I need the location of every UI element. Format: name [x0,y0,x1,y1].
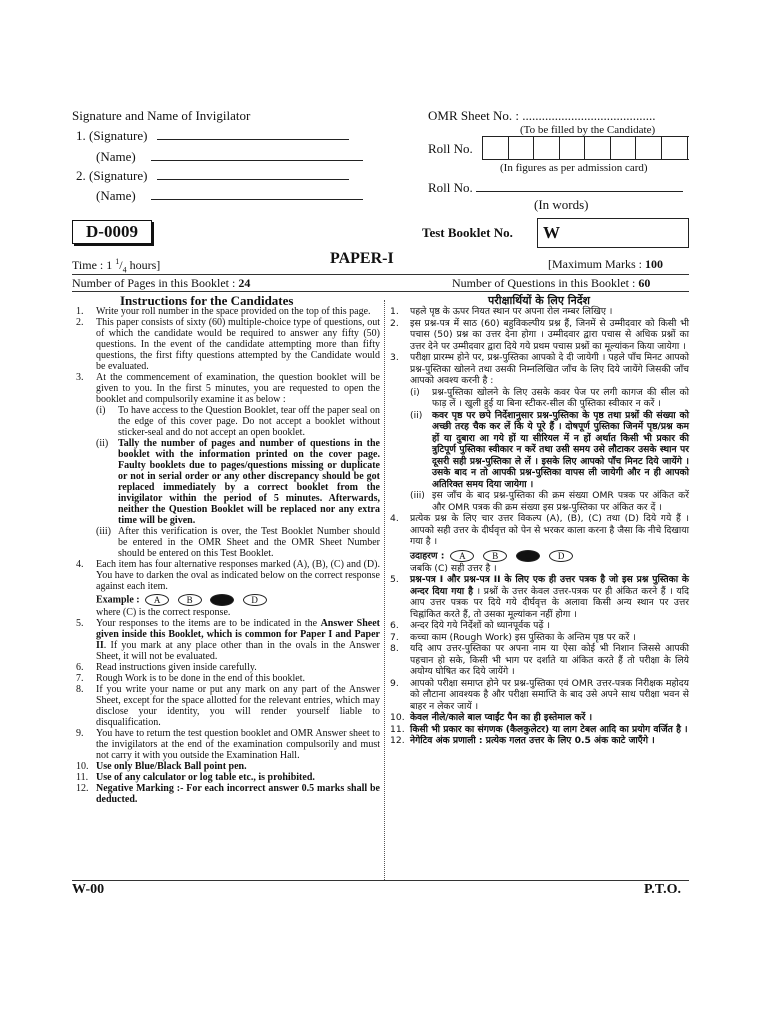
instruction-4-text: Each item has four alternative responses marked (A), (B), (C) and (D). You have to darken the oval as indicated below on the correct response against each item. [96,559,380,592]
hindi-instruction-10-text: केवल नीले/काले बाल प्वाईंट पैन का ही इस्तेमाल करें । [410,712,593,723]
test-booklet-label: Test Booklet No. [422,225,513,240]
roll-digit-box[interactable] [662,137,688,159]
time-fraction-den: 4 [122,265,127,275]
signature-2-line [157,169,349,180]
pages-count [72,276,250,291]
roll-digit-box[interactable] [636,137,662,159]
hindi-oval-a: A [450,550,474,562]
invigilator-name-1 [96,149,386,165]
instruction-7-text: Rough Work is to be done in the end of this booklet. [96,673,305,684]
omr-sheet-number: OMR Sheet No. : ......................................... [428,108,656,123]
questions-label: Number of Questions in this Booklet : [452,276,639,290]
hindi-instruction-5: 5. प्रश्न-पत्र I और प्रश्न-पत्र II के लिए एक ही उत्तर पत्रक है जो इस प्रश्न पुस्तिका के अन्दर दिया गया है । प्रश्नों के उत्तर केवल उत्तर-पत्रक पर ही अंकित करने हैं । यदि आप उत्तर पत्रक पर दिये गये दीर्घवृत्त के अलावा किसी अन्य स्थान पर उत्तर चिह्नांकित करते हैं, तो उसका मूल्यांकन नहीं होगा । [390,574,689,620]
footer-code: W-00 [72,882,105,897]
english-instructions [72,306,380,805]
instruction-3-text: At the commencement of examination, the question booklet will be given to you. In the first 5 minutes, you are requested to open the booklet and compulsorily examine it as below : [96,372,380,405]
example-row [96,594,380,606]
signature-2-label: 2. (Signature) [76,168,148,183]
questions-count [452,276,650,291]
oval-a: A [145,594,169,606]
hindi-example-note: जबकि (C) सही उत्तर है । [410,562,497,574]
hindi-instruction-11-text: किसी भी प्रकार का संगणक (कैलकुलेटर) या लाग टेबल आदि का प्रयोग वर्जित है । [410,723,688,735]
hindi-instruction-12-text: नेगेटिव अंक प्रणाली : प्रत्येक गलत उत्तर के लिए 0.5 अंक काटे जाएँगे । [410,735,655,746]
instruction-10-text: Use only Blue/Black Ball point pen. [96,761,247,772]
instruction-3-iii-text: After this verification is over, the Test Booklet Number should be entered in the OMR Sheet and the OMR Sheet Number should be entered on this Test Booklet. [118,526,380,559]
test-booklet-box[interactable] [537,218,689,248]
instruction-3-ii-text: Tally the number of pages and number of questions in the booklet with the information printed on the cover page. Faulty booklets due to pages/questions missing or duplicate or not in serial order or any other discrepancy should be got replaced immediately by a correct booklet from the invigilator within the period of 5 minutes. Afterwards, neither the Question Booklet will be replaced nor any extra time will be given. [118,438,380,526]
hindi-instruction-7-text: कच्चा काम (Rough Work) इस पुस्तिका के अन्तिम पृष्ठ पर करें । [410,631,636,643]
signature-1-label: 1. (Signature) [76,128,148,143]
hindi-instruction-3-iii-text: इस जाँच के बाद प्रश्न-पुस्तिका की क्रम संख्या OMR पत्रक पर अंकित करें और OMR पत्रक की क्रम संख्या इस प्रश्न-पुस्तिका पर अंकित कर दें । [432,490,689,513]
example-note: where (C) is the correct response. [96,607,231,618]
oval-d: D [243,594,267,606]
top-rule [72,274,689,275]
roll-no-words-line[interactable] [476,181,683,192]
footer-pto: P.T.O. [644,882,681,897]
instruction-3-i-text: To have access to the Question Booklet, tear off the paper seal on the edge of this cover page. Do not accept a booklet without sticker-seal and do not accept an open booklet. [118,405,380,438]
questions-value: 60 [638,276,651,290]
instruction-1: 1. Write your roll number in the space provided on the top of this page. [76,306,371,317]
omr-note: (To be filled by the Candidate) [520,124,656,136]
in-words-note: (In words) [534,197,589,212]
hindi-instruction-3-iii: (iii) इस जाँच के बाद प्रश्न-पुस्तिका की क्रम संख्या OMR पत्रक पर अंकित करें और OMR पत्रक की क्रम संख्या इस प्रश्न-पुस्तिका पर अंकित कर दें । [410,490,689,513]
hindi-instruction-12: 12. नेगेटिव अंक प्रणाली : प्रत्येक गलत उत्तर के लिए 0.5 अंक काटे जाएँगे । [390,735,655,746]
hindi-instruction-11: 11. किसी भी प्रकार का संगणक (कैलकुलेटर) या लाग टेबल आदि का प्रयोग वर्जित है । [390,723,688,735]
signature-1-line [157,129,349,140]
name-1-label: (Name) [96,149,136,164]
footer-rule [72,880,689,881]
roll-digit-box[interactable] [534,137,560,159]
instruction-5: 5. Your responses to the items are to be indicated in the Answer Sheet given inside this Booklet, which is common for Paper I and Paper II. If you mark at any place other than in the ovals in the Answer Sheet, it will not be evaluated. [76,618,380,662]
roll-digit-box[interactable] [585,137,611,159]
instruction-11: 11. Use of any calculator or log table etc., is prohibited. [76,772,315,783]
hindi-instruction-10: 10. केवल नीले/काले बाल प्वाईंट पैन का ही इस्तेमाल करें । [390,712,593,723]
instruction-11-text: Use of any calculator or log table etc., is prohibited. [96,772,315,783]
hindi-instruction-3-ii: (ii) कवर पृष्ठ पर छपे निर्देशानुसार प्रश्न-पुस्तिका के पृष्ठ तथा प्रश्नों की संख्या को अच्छी तरह चैक कर लें कि ये पूरे हैं । दोषपूर्ण पुस्तिका जिनमें पृष्ठ/प्रश्न कम हों या दुबारा आ गये हों या सीरियल में न हों अर्थात किसी भी प्रकार की त्रुटिपूर्ण पुस्तिका स्वीकार न करें तथा उसी समय उसे लौटाकर उसके स्थान पर दूसरी सही प्रश्न-पुस्तिका ले लें । इसके लिए आपको पाँच मिनट दिये जायेंगे । उसके बाद न तो आपकी प्रश्न-पुस्तिका वापस ली जायेगी और न ही आपको अतिरिक्त समय दिया जायेगा । [410,409,689,490]
roll-no-words[interactable] [428,180,690,196]
instruction-3-i: (i) To have access to the Question Booklet, tear off the paper seal on the edge of this cover page. Do not accept a booklet without sticker-seal and do not accept an open booklet. [96,405,380,438]
hindi-instruction-4: 4. प्रत्येक प्रश्न के लिए चार उत्तर विकल्प (A), (B), (C) तथा (D) दिये गये हैं । आपको सही उत्तर के दीर्घवृत्त को पेन से भरकर काला करना है जैसा कि नीचे दिखाया गया है । उदाहरण : A B C D जबकि (C) सही उत्तर है । [390,513,689,574]
hindi-instruction-3-text: परीक्षा प्रारम्भ होने पर, प्रश्न-पुस्तिका आपको दे दी जायेगी । पहले पाँच मिनट आपको प्रश्न-पुस्तिका खोलने तथा उसकी निम्नलिखित जाँच के लिए दिये जायेंगे जिसकी जाँच आपको अवश्य करनी है : [410,352,689,386]
instruction-8: 8. If you write your name or put any mark on any part of the Answer Sheet, except for the space allotted for the relevant entries, which may disclose your identity, you will render yourself liable to disqualification. [76,684,380,728]
hindi-instruction-3: 3. परीक्षा प्रारम्भ होने पर, प्रश्न-पुस्तिका आपको दे दी जायेगी । पहले पाँच मिनट आपको प्रश्न-पुस्तिका खोलने तथा उसकी निम्नलिखित जाँच के लिए दिये जायेंगे जिसकी जाँच आपको अवश्य करनी है : (i) प्रश्न-पुस्तिका खोलने के लिए उसके कवर पेज पर लगी कागज की सील को फाड़ लें । खुली हुई या बिना स्टीकर-सील की पुस्तिका स्वीकार न करें । (ii) कवर पृष्ठ पर छपे निर्देशानुसार प्रश्न-पुस्तिका के पृष्ठ तथा प्रश्नों की संख्या को अच्छी तरह चैक कर लें कि ये पूरे हैं । दोषपूर्ण पुस्तिका जिनमें पृष्ठ/प्रश्न कम हों या दुबारा आ गये हों या सीरियल में न हों अर्थात किसी भी प्रकार की त्रुटिपूर्ण पुस्तिका स्वीकार न करें तथा उसी समय उसे लौटाकर उसके स्थान पर दूसरी सही प्रश्न-पुस्तिका ले लें । इसके लिए आपको पाँच मिनट दिये जायेंगे । उसके बाद न तो आपकी प्रश्न-पुस्तिका वापस ली जायेगी और न ही आपको अतिरिक्त समय दिया जायेगा । (iii) इस जाँच के बाद प्रश्न-पुस्तिका की क्रम संख्या OMR पत्रक पर अंकित करें और OMR पत्रक की क्रम संख्या इस प्रश्न-पुस्तिका पर अंकित कर दें । [390,352,689,513]
instruction-12: 12. Negative Marking :- For each incorrect answer 0.5 marks shall be deducted. [76,783,380,805]
instruction-9-text: You have to return the test question booklet and OMR Answer sheet to the invigilators at the end of the examination compulsorily and must not carry it with you outside the Examination Hall. [96,728,380,761]
hindi-instruction-4-text: प्रत्येक प्रश्न के लिए चार उत्तर विकल्प (A), (B), (C) तथा (D) दिये गये हैं । आपको सही उत्तर के दीर्घवृत्त को पेन से भरकर काला करना है जैसा कि नीचे दिखाया गया है । [410,513,689,547]
hindi-instruction-3-ii-text: कवर पृष्ठ पर छपे निर्देशानुसार प्रश्न-पुस्तिका के पृष्ठ तथा प्रश्नों की संख्या को अच्छी तरह चैक कर लें कि ये पूरे हैं । दोषपूर्ण पुस्तिका जिनमें पृष्ठ/प्रश्न कम हों या दुबारा आ गये हों या सीरियल में न हों अर्थात किसी भी प्रकार की त्रुटिपूर्ण पुस्तिका स्वीकार न करें तथा उसी समय उसे लौटाकर उसके स्थान पर दूसरी सही प्रश्न-पुस्तिका ले लें । इसके लिए आपको पाँच मिनट दिये जायेंगे । उसके बाद न तो आपकी प्रश्न-पुस्तिका वापस ली जायेगी और न ही आपको अतिरिक्त समय दिया जायेगा । [432,409,689,490]
paper-title: PAPER-I [330,250,394,267]
hindi-instruction-8-text: यदि आप उत्तर-पुस्तिका पर अपना नाम या ऐसा कोई भी निशान जिससे आपकी पहचान हो सके, किसी भी भाग पर दर्शाते या अंकित करते हैं तो परीक्षा के लिये अयोग्य घोषित कर दिये जायेंगे । [410,643,689,677]
name-2-line [151,189,363,200]
instruction-10: 10. Use only Blue/Black Ball point pen. [76,761,247,772]
invigilator-signature-2 [76,168,376,184]
booklet-code-box [72,220,152,244]
hindi-instruction-3-i-text: प्रश्न-पुस्तिका खोलने के लिए उसके कवर पेज पर लगी कागज की सील को फाड़ लें । खुली हुई या बिना स्टीकर-सील की पुस्तिका स्वीकार न करें । [432,386,689,409]
hindi-example-label: उदाहरण : [410,550,445,561]
invigilator-name-2 [96,188,386,204]
column-divider [384,300,385,880]
hindi-instruction-9: 9. आपको परीक्षा समाप्त होने पर प्रश्न-पुस्तिका एवं OMR उत्तर-पत्रक निरीक्षक महोदय को लौटाना आवश्यक है और परीक्षा समाप्ति के बाद उसे अपने साथ परीक्षा भवन से बाहर न लेकर जायें । [390,677,689,712]
instruction-12-text: Negative Marking :- For each incorrect answer 0.5 marks shall be deducted. [96,783,380,805]
hindi-instruction-6: 6. अन्दर दिये गये निर्देशों को ध्यानपूर्वक पढ़ें । [390,620,550,631]
hindi-instruction-7: 7. कच्चा काम (Rough Work) इस पुस्तिका के अन्तिम पृष्ठ पर करें । [390,631,636,643]
example-label: Example : [96,594,140,606]
instruction-3-ii: (ii) Tally the number of pages and number of questions in the booklet with the information printed on the cover page. Faulty booklets due to pages/questions missing or duplicate or not in serial order or any other discrepancy should be got replaced immediately by a correct booklet from the invigilator within the period of 5 minutes. Afterwards, neither the Question Booklet will be replaced nor any extra time will be given. [96,438,380,526]
instruction-3: 3. At the commencement of examination, the question booklet will be given to you. In the first 5 minutes, you are requested to open the booklet and compulsorily examine it as below : (i) To have access to the Question Booklet, tear off the paper seal on the edge of this cover page. Do not accept a booklet without sticker-seal and do not accept an open booklet. (ii) Tally the number of pages and number of questions in the booklet with the information printed on the cover page. Faulty booklets due to pages/questions missing or duplicate or not in serial order or any other discrepancy should be got replaced immediately by a correct booklet from the invigilator within the period of 5 minutes. Afterwards, neither the Question Booklet will be replaced nor any extra time will be given. (iii) After this verification is over, the Test Booklet Number should be entered in the OMR Sheet and the OMR Sheet Number should be entered on this Test Booklet. [76,372,380,559]
roll-no-note: (In figures as per admission card) [500,162,648,174]
hindi-oval-d: D [549,550,573,562]
instruction-7: 7. Rough Work is to be done in the end of this booklet. [76,673,305,684]
time-suffix: hours] [126,258,161,272]
name-1-line [151,150,363,161]
hindi-instructions-title: परीक्षार्थियों के लिए निर्देश [488,294,591,307]
name-2-label: (Name) [96,188,136,203]
hindi-instruction-8: 8. यदि आप उत्तर-पुस्तिका पर अपना नाम या ऐसा कोई भी निशान जिससे आपकी पहचान हो सके, किसी भी भाग पर दर्शाते या अंकित करते हैं तो परीक्षा के लिये अयोग्य घोषित कर दिये जायेंगे । [390,643,689,677]
roll-no-boxes[interactable] [482,136,689,160]
instruction-6: 6. Read instructions given inside carefully. [76,662,257,673]
english-instructions-title: Instructions for the Candidates [120,293,294,308]
invigilator-title: Signature and Name of Invigilator [72,108,251,123]
hindi-instruction-5-text-a: प्रश्न-पत्र I और प्रश्न-पत्र II के लिए एक ही उत्तर पत्रक है जो इस प्रश्न पुस्तिका के अन्दर दिया गया है [410,574,689,597]
instruction-1-text: Write your roll number in the space provided on the top of this page. [96,306,371,317]
max-marks-value: 100 [645,257,663,271]
hindi-instruction-2: 2. इस प्रश्न-पत्र में साठ (60) बहुविकल्पीय प्रश्न हैं, जिनमें से उम्मीदवार को किसी भी पचास (50) प्रश्न का उत्तर देना होगा । उम्मीदवार द्वारा पचास से अधिक प्रश्नों का उत्तर देने पर उम्मीदवार द्वारा दिये गये प्रथम पचास प्रश्नों का मूल्यांकन किया जायेगा । [390,317,689,352]
time-prefix: Time : 1 [72,258,116,272]
roll-digit-box[interactable] [509,137,535,159]
max-marks-label: [Maximum Marks : [548,257,645,271]
hindi-instruction-6-text: अन्दर दिये गये निर्देशों को ध्यानपूर्वक पढ़ें । [410,620,550,631]
test-booklet-number: W [543,223,560,242]
oval-b: B [178,594,202,606]
roll-no-label: Roll No. [428,141,473,156]
time-fraction-num: 1 [115,257,120,266]
booklet-code: D-0009 [86,222,138,241]
hindi-instruction-1-text: पहले पृष्ठ के ऊपर नियत स्थान पर अपना रोल नम्बर लिखिए । [410,306,613,317]
hindi-instruction-1: 1. पहले पृष्ठ के ऊपर नियत स्थान पर अपना रोल नम्बर लिखिए । [390,306,613,317]
instruction-3-iii: (iii) After this verification is over, the Test Booklet Number should be entered in the OMR Sheet and the OMR Sheet Number should be entered on this Test Booklet. [96,526,380,559]
pages-label: Number of Pages in this Booklet : [72,276,239,290]
pages-value: 24 [238,276,251,290]
oval-c-filled: C [210,594,234,606]
hindi-instruction-5-text-b: । प्रश्नों के उत्तर केवल उत्तर-पत्रक पर ही अंकित करने हैं । यदि आप उत्तर पत्रक पर दिये गये दीर्घवृत्त के अलावा किसी अन्य स्थान पर उत्तर चिह्नांकित करते हैं, तो उसका मूल्यांकन नहीं होगा । [410,585,689,620]
second-rule [72,291,689,292]
instruction-2-text: This paper consists of sixty (60) multiple-choice type of questions, out of which the candidate would be required to answer any fifty (50) questions. In the event of the candidate attempting more than fifty questions, the first fifty questions attempted by the Candidate would be evaluated. [96,317,380,372]
roll-digit-box[interactable] [483,137,509,159]
maximum-marks [548,257,663,272]
hindi-oval-c-filled: C [516,550,540,562]
hindi-instructions [390,306,689,747]
hindi-oval-b: B [483,550,507,562]
roll-digit-box[interactable] [611,137,637,159]
time-duration: Time : 1 $^1/_4$ hours] [72,257,161,275]
roll-no-words-label: Roll No. [428,180,473,195]
hindi-example-row [410,550,689,562]
instruction-9: 9. You have to return the test question booklet and OMR Answer sheet to the invigilators at the end of the examination compulsorily and must not carry it with you outside the Examination Hall. [76,728,380,761]
hindi-instruction-2-text: इस प्रश्न-पत्र में साठ (60) बहुविकल्पीय प्रश्न हैं, जिनमें से उम्मीदवार को किसी भी पचास (50) प्रश्न का उत्तर देना होगा । उम्मीदवार द्वारा पचास से अधिक प्रश्नों का उत्तर देने पर उम्मीदवार द्वारा दिये गये प्रथम पचास प्रश्नों का मूल्यांकन किया जायेगा । [410,317,689,352]
instruction-6-text: Read instructions given inside carefully. [96,662,257,673]
invigilator-signature-1 [76,128,376,144]
instruction-8-text: If you write your name or put any mark on any part of the Answer Sheet, except for the space allotted for the relevant entries, which may disclose your identity, you will render yourself liable to disqualification. [96,684,380,728]
roll-digit-box[interactable] [560,137,586,159]
instruction-5-text-a: Your responses to the items are to be indicated in the [96,618,321,629]
instruction-5-text-b: Answer Sheet given inside this Booklet, which is common for Paper I and Paper II [96,618,380,651]
hindi-instruction-3-i: (i) प्रश्न-पुस्तिका खोलने के लिए उसके कवर पेज पर लगी कागज की सील को फाड़ लें । खुली हुई या बिना स्टीकर-सील की पुस्तिका स्वीकार न करें । [410,386,689,409]
instruction-2: 2. This paper consists of sixty (60) multiple-choice type of questions, out of which the candidate would be required to answer any fifty (50) questions. In the event of the candidate attempting more than fifty questions, the first fifty questions attempted by the Candidate would be evaluated. [76,317,380,372]
hindi-instruction-9-text: आपको परीक्षा समाप्त होने पर प्रश्न-पुस्तिका एवं OMR उत्तर-पत्रक निरीक्षक महोदय को लौटाना आवश्यक है और परीक्षा समाप्ति के बाद उसे अपने साथ परीक्षा भवन से बाहर न लेकर जायें । [410,677,689,712]
instruction-5-text-c: . If you mark at any place other than in the ovals in the Answer Sheet, it will not be evaluated. [96,640,380,662]
instruction-4: 4. Each item has four alternative responses marked (A), (B), (C) and (D). You have to darken the oval as indicated below on the correct response against each item. Example : A B C D where (C) is the correct response. [76,559,380,618]
